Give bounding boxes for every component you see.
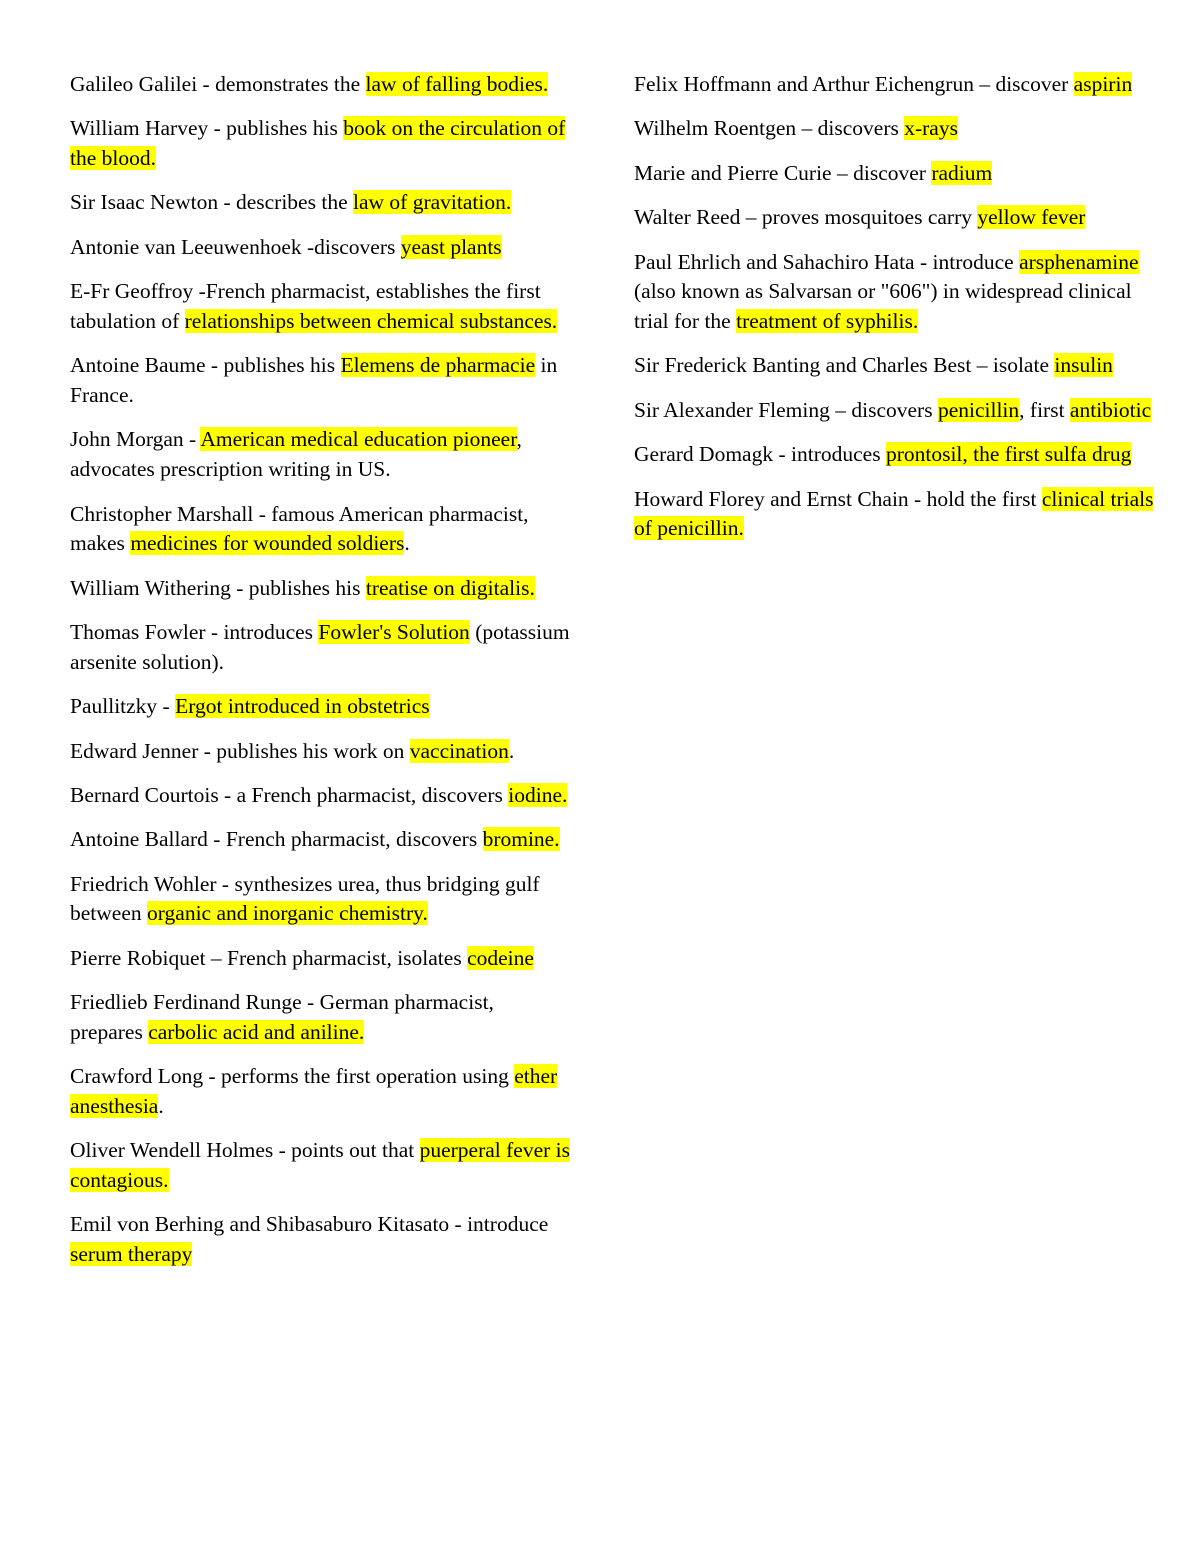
entry-text: Gerard Domagk - introduces xyxy=(634,442,886,467)
highlighted-text: prontosil, the first sulfa drug xyxy=(885,442,1132,467)
timeline-entry xyxy=(70,188,570,218)
highlighted-text: yellow fever xyxy=(977,205,1086,230)
highlighted-text: treatment of syphilis. xyxy=(736,308,919,333)
timeline-entry xyxy=(70,114,570,173)
timeline-entry xyxy=(70,233,570,263)
timeline-entry xyxy=(70,988,570,1047)
entry-text: Howard Florey and Ernst Chain - hold the first xyxy=(634,486,1042,511)
highlighted-text: aspirin xyxy=(1073,72,1133,96)
timeline-entry xyxy=(70,1062,570,1121)
entry-text: Antoine Ballard - French pharmacist, discovers xyxy=(70,827,483,852)
timeline-entry xyxy=(70,944,570,974)
left-column xyxy=(70,70,570,1285)
highlighted-text: vaccination xyxy=(409,738,509,763)
highlighted-text: ether anesthesia xyxy=(70,1064,558,1118)
entry-text: Sir Alexander Fleming – discovers xyxy=(634,397,938,422)
highlighted-text: law of falling bodies. xyxy=(365,72,549,96)
highlighted-text: American medical education pioneer xyxy=(200,427,517,452)
highlighted-text: antibiotic xyxy=(1069,397,1152,422)
entry-text: in France. xyxy=(70,353,558,408)
entry-text: Crawford Long - performs the first operation using xyxy=(70,1064,515,1089)
entry-text: Sir Frederick Banting and Charles Best – isolate xyxy=(634,353,1055,378)
timeline-entry xyxy=(70,70,570,100)
highlighted-text: Fowler's Solution xyxy=(318,620,470,645)
entry-text: Oliver Wendell Holmes - points out that xyxy=(70,1138,420,1163)
highlighted-text: bromine. xyxy=(482,827,560,852)
timeline-entry xyxy=(634,440,1154,470)
entry-text: William Harvey - publishes his xyxy=(70,116,344,141)
timeline-entry xyxy=(634,159,1154,189)
entry-text: Emil von Berhing and Shibasaburo Kitasato - introduce xyxy=(70,1212,549,1237)
highlighted-text: book on the circulation of the blood. xyxy=(70,116,566,171)
entry-text: , first xyxy=(1019,397,1070,422)
highlighted-text: clinical trials of penicillin. xyxy=(634,486,1154,541)
entry-text: . xyxy=(158,1093,164,1118)
entry-text: Paul Ehrlich and Sahachiro Hata - introduce xyxy=(634,249,1020,274)
timeline-entry xyxy=(634,485,1154,544)
entry-text: Thomas Fowler - introduces xyxy=(70,620,319,645)
entry-text: Pierre Robiquet – French pharmacist, isolates xyxy=(70,945,468,970)
entry-text: Galileo Galilei - demonstrates the xyxy=(70,72,366,96)
right-column xyxy=(634,70,1154,559)
highlighted-text: treatise on digitalis. xyxy=(365,575,535,600)
entry-text: , advocates prescription writing in US. xyxy=(70,427,522,482)
timeline-entry xyxy=(70,351,570,410)
timeline-entry xyxy=(634,114,1154,144)
highlighted-text: carbolic acid and aniline. xyxy=(148,1019,365,1044)
entry-text: (also known as Salvarsan or "606") in widespread clinical trial for the xyxy=(634,279,1132,333)
timeline-entry xyxy=(634,396,1154,426)
entry-text: (potassium arsenite solution). xyxy=(70,620,570,674)
entry-text: Bernard Courtois - a French pharmacist, discovers xyxy=(70,782,509,807)
timeline-entry xyxy=(634,351,1154,381)
highlighted-text: iodine. xyxy=(508,782,568,807)
highlighted-text: yeast plants xyxy=(400,234,502,259)
highlighted-text: insulin xyxy=(1054,353,1113,378)
highlighted-text: law of gravitation. xyxy=(353,190,512,215)
entry-text: Wilhelm Roentgen – discovers xyxy=(634,116,905,141)
timeline-entry xyxy=(70,1136,570,1195)
timeline-entry xyxy=(70,425,570,484)
entry-text: Sir Isaac Newton - describes the xyxy=(70,190,353,215)
entry-text: Felix Hoffmann and Arthur Eichengrun – discover xyxy=(634,72,1074,96)
entry-text: John Morgan - xyxy=(70,427,201,452)
highlighted-text: codeine xyxy=(467,945,534,970)
entry-text: Walter Reed – proves mosquitoes carry xyxy=(634,205,978,230)
entry-text: Friedlieb Ferdinand Runge - German pharmacist, prepares xyxy=(70,990,494,1044)
entry-text: Edward Jenner - publishes his work on xyxy=(70,738,410,763)
highlighted-text: radium xyxy=(931,160,993,185)
timeline-entry xyxy=(634,70,1154,100)
highlighted-text: organic and inorganic chemistry. xyxy=(147,901,428,926)
timeline-entry xyxy=(70,574,570,604)
entry-text: . xyxy=(404,531,410,556)
timeline-entry xyxy=(634,203,1154,233)
highlighted-text: serum therapy xyxy=(70,1242,193,1267)
highlighted-text: medicines for wounded soldiers xyxy=(130,531,405,556)
entry-text: Antonie van Leeuwenhoek -discovers xyxy=(70,234,401,259)
entry-text: Marie and Pierre Curie – discover xyxy=(634,160,932,185)
highlighted-text: Elemens de pharmacie xyxy=(340,353,536,378)
timeline-entry xyxy=(70,692,570,722)
timeline-entry xyxy=(70,618,570,677)
entry-text: Christopher Marshall - famous American pharmacist, makes xyxy=(70,501,529,556)
timeline-entry xyxy=(634,248,1154,337)
timeline-entry xyxy=(70,781,570,811)
highlighted-text: puerperal fever is contagious. xyxy=(70,1138,571,1193)
highlighted-text: Ergot introduced in obstetrics xyxy=(175,694,430,719)
highlighted-text: x-rays xyxy=(904,116,958,141)
timeline-entry xyxy=(70,1210,570,1269)
highlighted-text: relationships between chemical substances. xyxy=(184,308,558,333)
entry-text: . xyxy=(508,738,515,763)
entry-text: E-Fr Geoffroy -French pharmacist, establishes the first tabulation of xyxy=(70,279,541,333)
timeline-entry xyxy=(70,737,570,767)
highlighted-text: penicillin xyxy=(937,397,1020,422)
entry-text: Paullitzky - xyxy=(70,694,176,719)
entry-text: Friedrich Wohler - synthesizes urea, thus bridging gulf between xyxy=(70,871,540,926)
timeline-entry xyxy=(70,500,570,559)
timeline-entry xyxy=(70,825,570,855)
entry-text: Antoine Baume - publishes his xyxy=(70,353,341,378)
timeline-entry xyxy=(70,277,570,336)
highlighted-text: arsphenamine xyxy=(1019,249,1139,274)
entry-text: William Withering - publishes his xyxy=(70,575,366,600)
timeline-entry xyxy=(70,870,570,929)
